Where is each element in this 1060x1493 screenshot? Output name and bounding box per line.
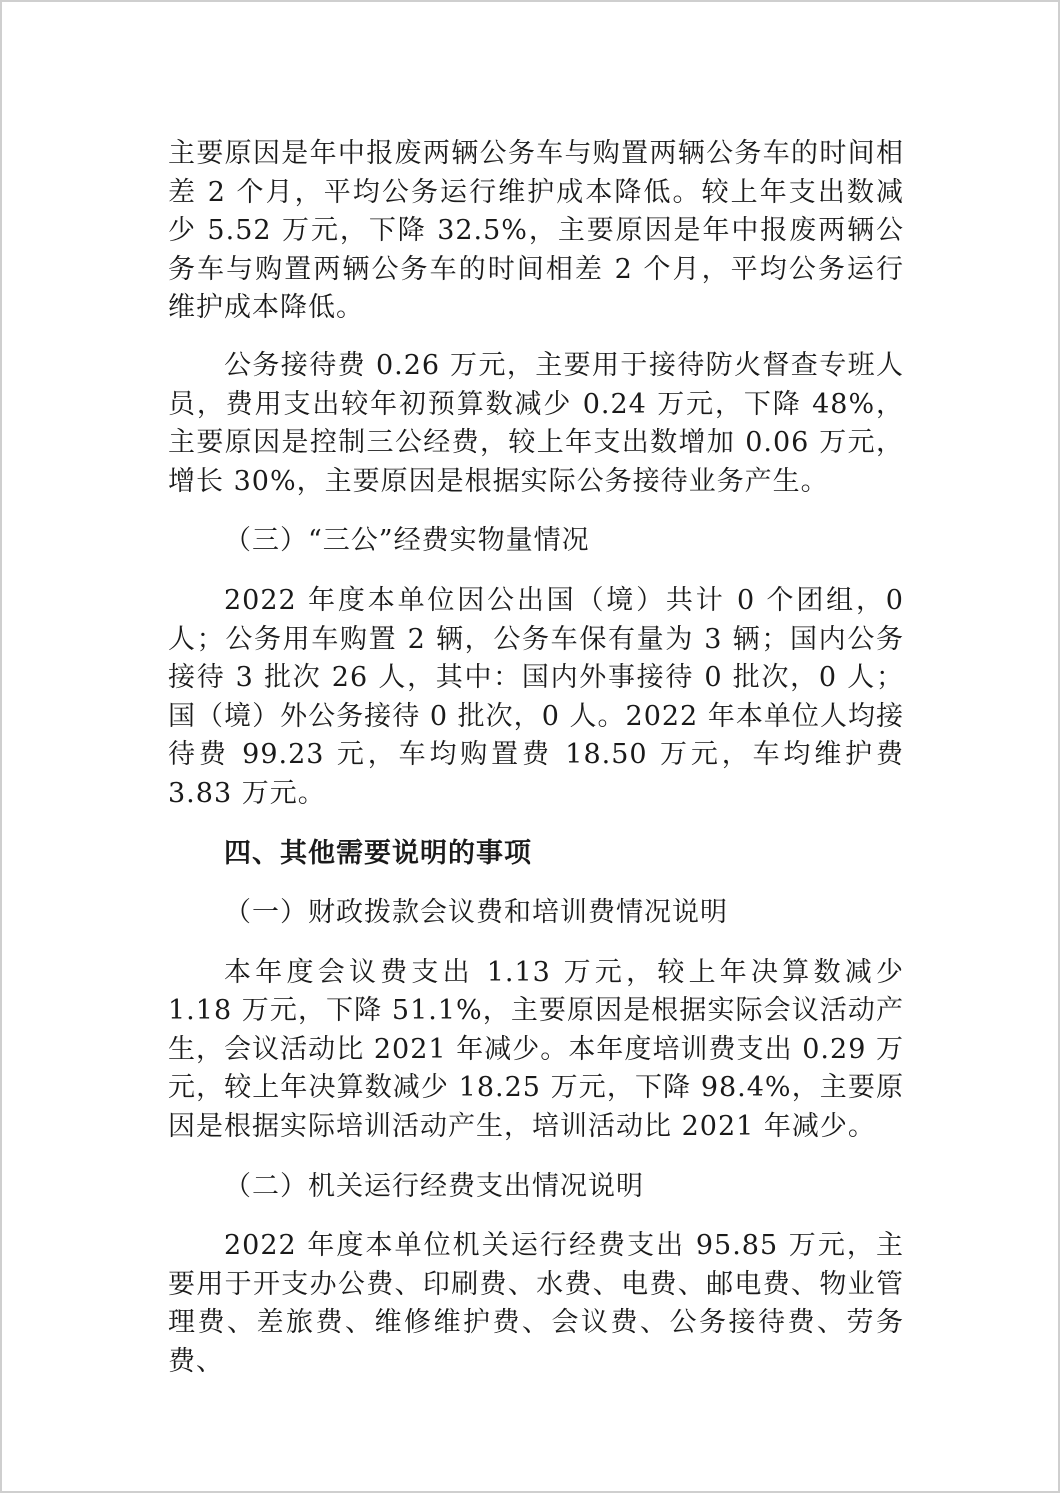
paragraph-official-reception: 公务接待费 0.26 万元，主要用于接待防火督查专班人员，费用支出较年初预算数减少 0.24 万元，下降 48%，主要原因是控制三公经费，较上年支出数增加 0.06 万元，增长 30%，主要原因是根据实际公务接待业务产生。 [168,349,904,497]
section-heading-meeting-training-fees: （一）财政拨款会议费和培训费情况说明 [224,897,728,929]
paragraph-three-public-quantities: 2022 年度本单位因公出国（境）共计 0 个团组，0 人；公务用车购置 2 辆，公务车保有量为 3 辆；国内公务接待 3 批次 26 人，其中：国内外事接待 0 批次，0 人；国（境）外公务接待 0 批次，0 人。2022 年本单位人均接待费 99.23 元，车均购置费 18.50 万元，车均维护费 3.83 万元。 [168,584,904,809]
paragraph-vehicle-maintenance-continued: 主要原因是年中报废两辆公务车与购置两辆公务车的时间相差 2 个月，平均公务运行维护成本降低。较上年支出数减少 5.52 万元，下降 32.5%，主要原因是年中报废两辆公务车与购置两辆公务车的时间相差 2 个月，平均公务运行维护成本降低。 [168,138,904,324]
section-heading-other-matters: 四、其他需要说明的事项 [224,837,532,869]
page-content [168,135,904,1382]
section-heading-agency-operating-expenses: （二）机关运行经费支出情况说明 [224,1170,644,1202]
paragraph-agency-operating-expenses: 2022 年度本单位机关运行经费支出 95.85 万元，主要用于开支办公费、印刷费、水费、电费、邮电费、物业管理费、差旅费、维修维护费、会议费、公务接待费、劳务费、 [168,1230,904,1378]
section-heading-three-public-quantities: （三）“三公”经费实物量情况 [224,525,590,557]
paragraph-meeting-training-fees: 本年度会议费支出 1.13 万元，较上年决算数减少 1.18 万元，下降 51.1%，主要原因是根据实际会议活动产生，会议活动比 2021 年减少。本年度培训费支出 0.29 万元，较上年决算数减少 18.25 万元，下降 98.4%，主要原因是根据实际培训活动产生，培训活动比 2021 年减少。 [168,956,904,1143]
